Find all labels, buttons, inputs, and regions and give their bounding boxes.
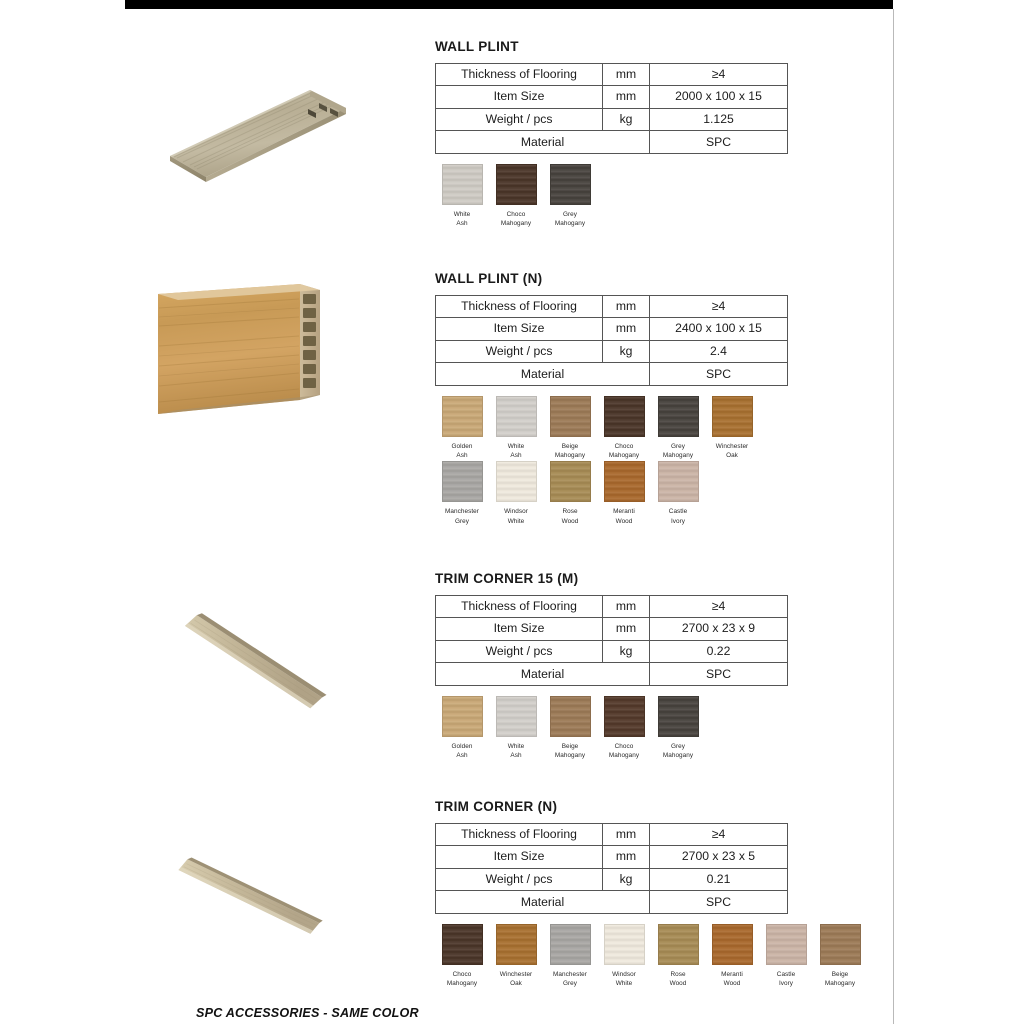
spec-unit-item-size: mm xyxy=(603,618,650,641)
color-swatch-label: White Ash xyxy=(453,210,471,228)
color-swatch[interactable] xyxy=(651,924,705,989)
color-swatch-chip xyxy=(550,461,591,502)
color-swatch-label: Choco Mahogany xyxy=(608,442,640,460)
color-swatch-label: Grey Mahogany xyxy=(662,442,694,460)
spec-value-thickness: ≥4 xyxy=(650,63,788,86)
color-swatch-chip xyxy=(496,164,537,205)
color-swatches-trim-corner-15-m xyxy=(435,696,890,761)
color-swatch-label: Windsor White xyxy=(504,508,528,525)
color-swatch-chip xyxy=(550,164,591,205)
info-trim-corner-15-m xyxy=(435,572,890,761)
section-title: TRIM CORNER 15 (M) xyxy=(435,571,579,586)
color-swatch-chip xyxy=(550,396,591,437)
color-swatch-chip xyxy=(712,924,753,965)
color-swatches-wall-plint xyxy=(435,164,890,229)
color-swatch[interactable] xyxy=(543,164,597,229)
spec-label-weight: Weight / pcs xyxy=(436,340,603,363)
color-swatch[interactable] xyxy=(435,164,489,229)
spec-unit-weight: kg xyxy=(603,108,650,131)
color-swatch-label: Choco Mahogany xyxy=(446,970,478,988)
table-row xyxy=(436,340,788,363)
spec-unit-thickness: mm xyxy=(603,295,650,318)
spec-value-thickness: ≥4 xyxy=(650,295,788,318)
table-row xyxy=(436,595,788,618)
spec-value-thickness: ≥4 xyxy=(650,823,788,846)
spec-unit-thickness: mm xyxy=(603,595,650,618)
color-swatch-chip xyxy=(442,164,483,205)
product-image-trim-corner-15-m xyxy=(148,576,428,761)
color-swatch-label: White Ash xyxy=(507,742,525,760)
color-swatch-label: Manchester Grey xyxy=(553,970,587,988)
spec-value-item-size: 2700 x 23 x 9 xyxy=(650,618,788,641)
color-swatch-chip xyxy=(658,696,699,737)
footer-note: SPC ACCESSORIES - SAME COLOR xyxy=(196,1006,419,1020)
spec-table-trim-corner-n xyxy=(435,823,788,914)
spec-label-weight: Weight / pcs xyxy=(436,868,603,891)
color-swatch-chip xyxy=(442,396,483,437)
table-row xyxy=(436,63,788,86)
product-image-wall-plint xyxy=(150,78,430,188)
spec-label-item-size: Item Size xyxy=(436,86,603,109)
color-swatch-label: Golden Ash xyxy=(451,742,473,760)
spec-value-material: SPC xyxy=(650,891,788,914)
spec-label-item-size: Item Size xyxy=(436,846,603,869)
color-swatch[interactable] xyxy=(489,924,543,989)
color-swatch-label: Choco Mahogany xyxy=(608,742,640,760)
color-swatch-label: White Ash xyxy=(507,442,525,460)
color-swatch-chip xyxy=(604,696,645,737)
section-title: TRIM CORNER (N) xyxy=(435,799,558,814)
page-edge-line xyxy=(893,9,894,1024)
color-swatch-label: Meranti Wood xyxy=(721,970,743,988)
color-swatch[interactable] xyxy=(543,461,597,526)
color-swatch-chip xyxy=(712,396,753,437)
color-swatch-chip xyxy=(496,461,537,502)
spec-value-material: SPC xyxy=(650,131,788,154)
spec-unit-thickness: mm xyxy=(603,823,650,846)
color-swatch-chip xyxy=(604,924,645,965)
spec-label-thickness: Thickness of Flooring xyxy=(436,295,603,318)
color-swatch[interactable] xyxy=(543,696,597,761)
spec-label-thickness: Thickness of Flooring xyxy=(436,595,603,618)
spec-label-weight: Weight / pcs xyxy=(436,640,603,663)
spec-value-weight: 2.4 xyxy=(650,340,788,363)
table-row xyxy=(436,318,788,341)
spec-label-item-size: Item Size xyxy=(436,618,603,641)
color-swatch[interactable] xyxy=(813,924,867,989)
color-swatch-label: Grey Mahogany xyxy=(662,742,694,760)
color-swatch-chip xyxy=(496,696,537,737)
color-swatch-label: Meranti Wood xyxy=(613,508,635,525)
spec-label-thickness: Thickness of Flooring xyxy=(436,823,603,846)
color-swatch[interactable] xyxy=(705,924,759,989)
color-swatch-chip xyxy=(550,924,591,965)
color-swatch-chip xyxy=(442,924,483,965)
color-swatch-label: Choco Mahogany xyxy=(500,210,532,228)
spec-label-material: Material xyxy=(436,363,650,386)
color-swatch-chip xyxy=(820,924,861,965)
color-swatch[interactable] xyxy=(435,696,489,761)
spec-label-material: Material xyxy=(436,663,650,686)
color-swatch-label: Manchester Grey xyxy=(445,508,479,525)
color-swatch-label: Beige Mahogany xyxy=(554,742,586,760)
spec-value-weight: 0.21 xyxy=(650,868,788,891)
table-row xyxy=(436,868,788,891)
table-row xyxy=(436,363,788,386)
spec-unit-thickness: mm xyxy=(603,63,650,86)
color-swatch-label: Castle Ivory xyxy=(776,970,796,988)
table-row xyxy=(436,86,788,109)
table-row xyxy=(436,108,788,131)
color-swatch[interactable] xyxy=(435,396,489,461)
spec-label-thickness: Thickness of Flooring xyxy=(436,63,603,86)
spec-unit-item-size: mm xyxy=(603,846,650,869)
color-swatch-label: Golden Ash xyxy=(451,442,473,460)
section-title: WALL PLINT (N) xyxy=(435,271,543,286)
color-swatch-label: Rose Wood xyxy=(669,970,687,988)
spec-value-weight: 1.125 xyxy=(650,108,788,131)
page-header-bar xyxy=(125,0,893,9)
spec-label-material: Material xyxy=(436,891,650,914)
spec-table-wall-plint xyxy=(435,63,788,154)
spec-value-item-size: 2700 x 23 x 5 xyxy=(650,846,788,869)
color-swatch[interactable] xyxy=(597,696,651,761)
color-swatch[interactable] xyxy=(489,164,543,229)
section-title: WALL PLINT xyxy=(435,39,519,54)
table-row xyxy=(436,891,788,914)
color-swatch[interactable] xyxy=(435,924,489,989)
color-swatch[interactable] xyxy=(597,461,651,526)
product-image-trim-corner-n xyxy=(148,824,428,1009)
color-swatch-chip xyxy=(550,696,591,737)
info-wall-plint-n xyxy=(435,272,890,526)
spec-value-weight: 0.22 xyxy=(650,640,788,663)
color-swatches-wall-plint-n xyxy=(435,396,765,526)
spec-value-item-size: 2400 x 100 x 15 xyxy=(650,318,788,341)
color-swatch-label: Windsor White xyxy=(612,970,636,988)
color-swatch-chip xyxy=(766,924,807,965)
table-row xyxy=(436,618,788,641)
table-row xyxy=(436,663,788,686)
color-swatch[interactable] xyxy=(489,461,543,526)
color-swatch[interactable] xyxy=(597,924,651,989)
color-swatch-label: Rose Wood xyxy=(561,508,579,525)
table-row xyxy=(436,131,788,154)
spec-value-material: SPC xyxy=(650,363,788,386)
color-swatch-chip xyxy=(658,461,699,502)
color-swatch[interactable] xyxy=(705,396,759,461)
color-swatch-chip xyxy=(442,461,483,502)
color-swatch[interactable] xyxy=(759,924,813,989)
color-swatch[interactable] xyxy=(543,924,597,989)
spec-unit-weight: kg xyxy=(603,868,650,891)
table-row xyxy=(436,295,788,318)
spec-table-wall-plint-n xyxy=(435,295,788,386)
spec-unit-weight: kg xyxy=(603,340,650,363)
color-swatch-label: Beige Mahogany xyxy=(554,442,586,460)
spec-value-material: SPC xyxy=(650,663,788,686)
color-swatch[interactable] xyxy=(597,396,651,461)
color-swatch-chip xyxy=(604,396,645,437)
spec-unit-weight: kg xyxy=(603,640,650,663)
color-swatch[interactable] xyxy=(435,461,489,526)
color-swatch-chip xyxy=(658,396,699,437)
product-image-wall-plint-n xyxy=(152,278,432,423)
color-swatch[interactable] xyxy=(489,696,543,761)
info-wall-plint xyxy=(435,40,890,229)
spec-unit-item-size: mm xyxy=(603,86,650,109)
color-swatch-chip xyxy=(496,396,537,437)
color-swatch-label: Grey Mahogany xyxy=(554,210,586,228)
info-trim-corner-n xyxy=(435,800,890,989)
spec-label-weight: Weight / pcs xyxy=(436,108,603,131)
color-swatch[interactable] xyxy=(543,396,597,461)
color-swatch[interactable] xyxy=(489,396,543,461)
color-swatch[interactable] xyxy=(651,696,705,761)
spec-label-material: Material xyxy=(436,131,650,154)
color-swatch-label: Winchester Oak xyxy=(715,442,749,460)
color-swatch-chip xyxy=(496,924,537,965)
color-swatch-label: Winchester Oak xyxy=(499,970,533,988)
color-swatch[interactable] xyxy=(651,396,705,461)
color-swatch-chip xyxy=(658,924,699,965)
table-row xyxy=(436,846,788,869)
color-swatch-label: Castle Ivory xyxy=(668,508,688,525)
color-swatch-label: Beige Mahogany xyxy=(824,970,856,988)
spec-unit-item-size: mm xyxy=(603,318,650,341)
spec-table-trim-corner-15-m xyxy=(435,595,788,686)
color-swatch-chip xyxy=(604,461,645,502)
table-row xyxy=(436,823,788,846)
table-row xyxy=(436,640,788,663)
spec-label-item-size: Item Size xyxy=(436,318,603,341)
spec-value-thickness: ≥4 xyxy=(650,595,788,618)
color-swatches-trim-corner-n xyxy=(435,924,875,989)
color-swatch-chip xyxy=(442,696,483,737)
spec-value-item-size: 2000 x 100 x 15 xyxy=(650,86,788,109)
color-swatch[interactable] xyxy=(651,461,705,526)
